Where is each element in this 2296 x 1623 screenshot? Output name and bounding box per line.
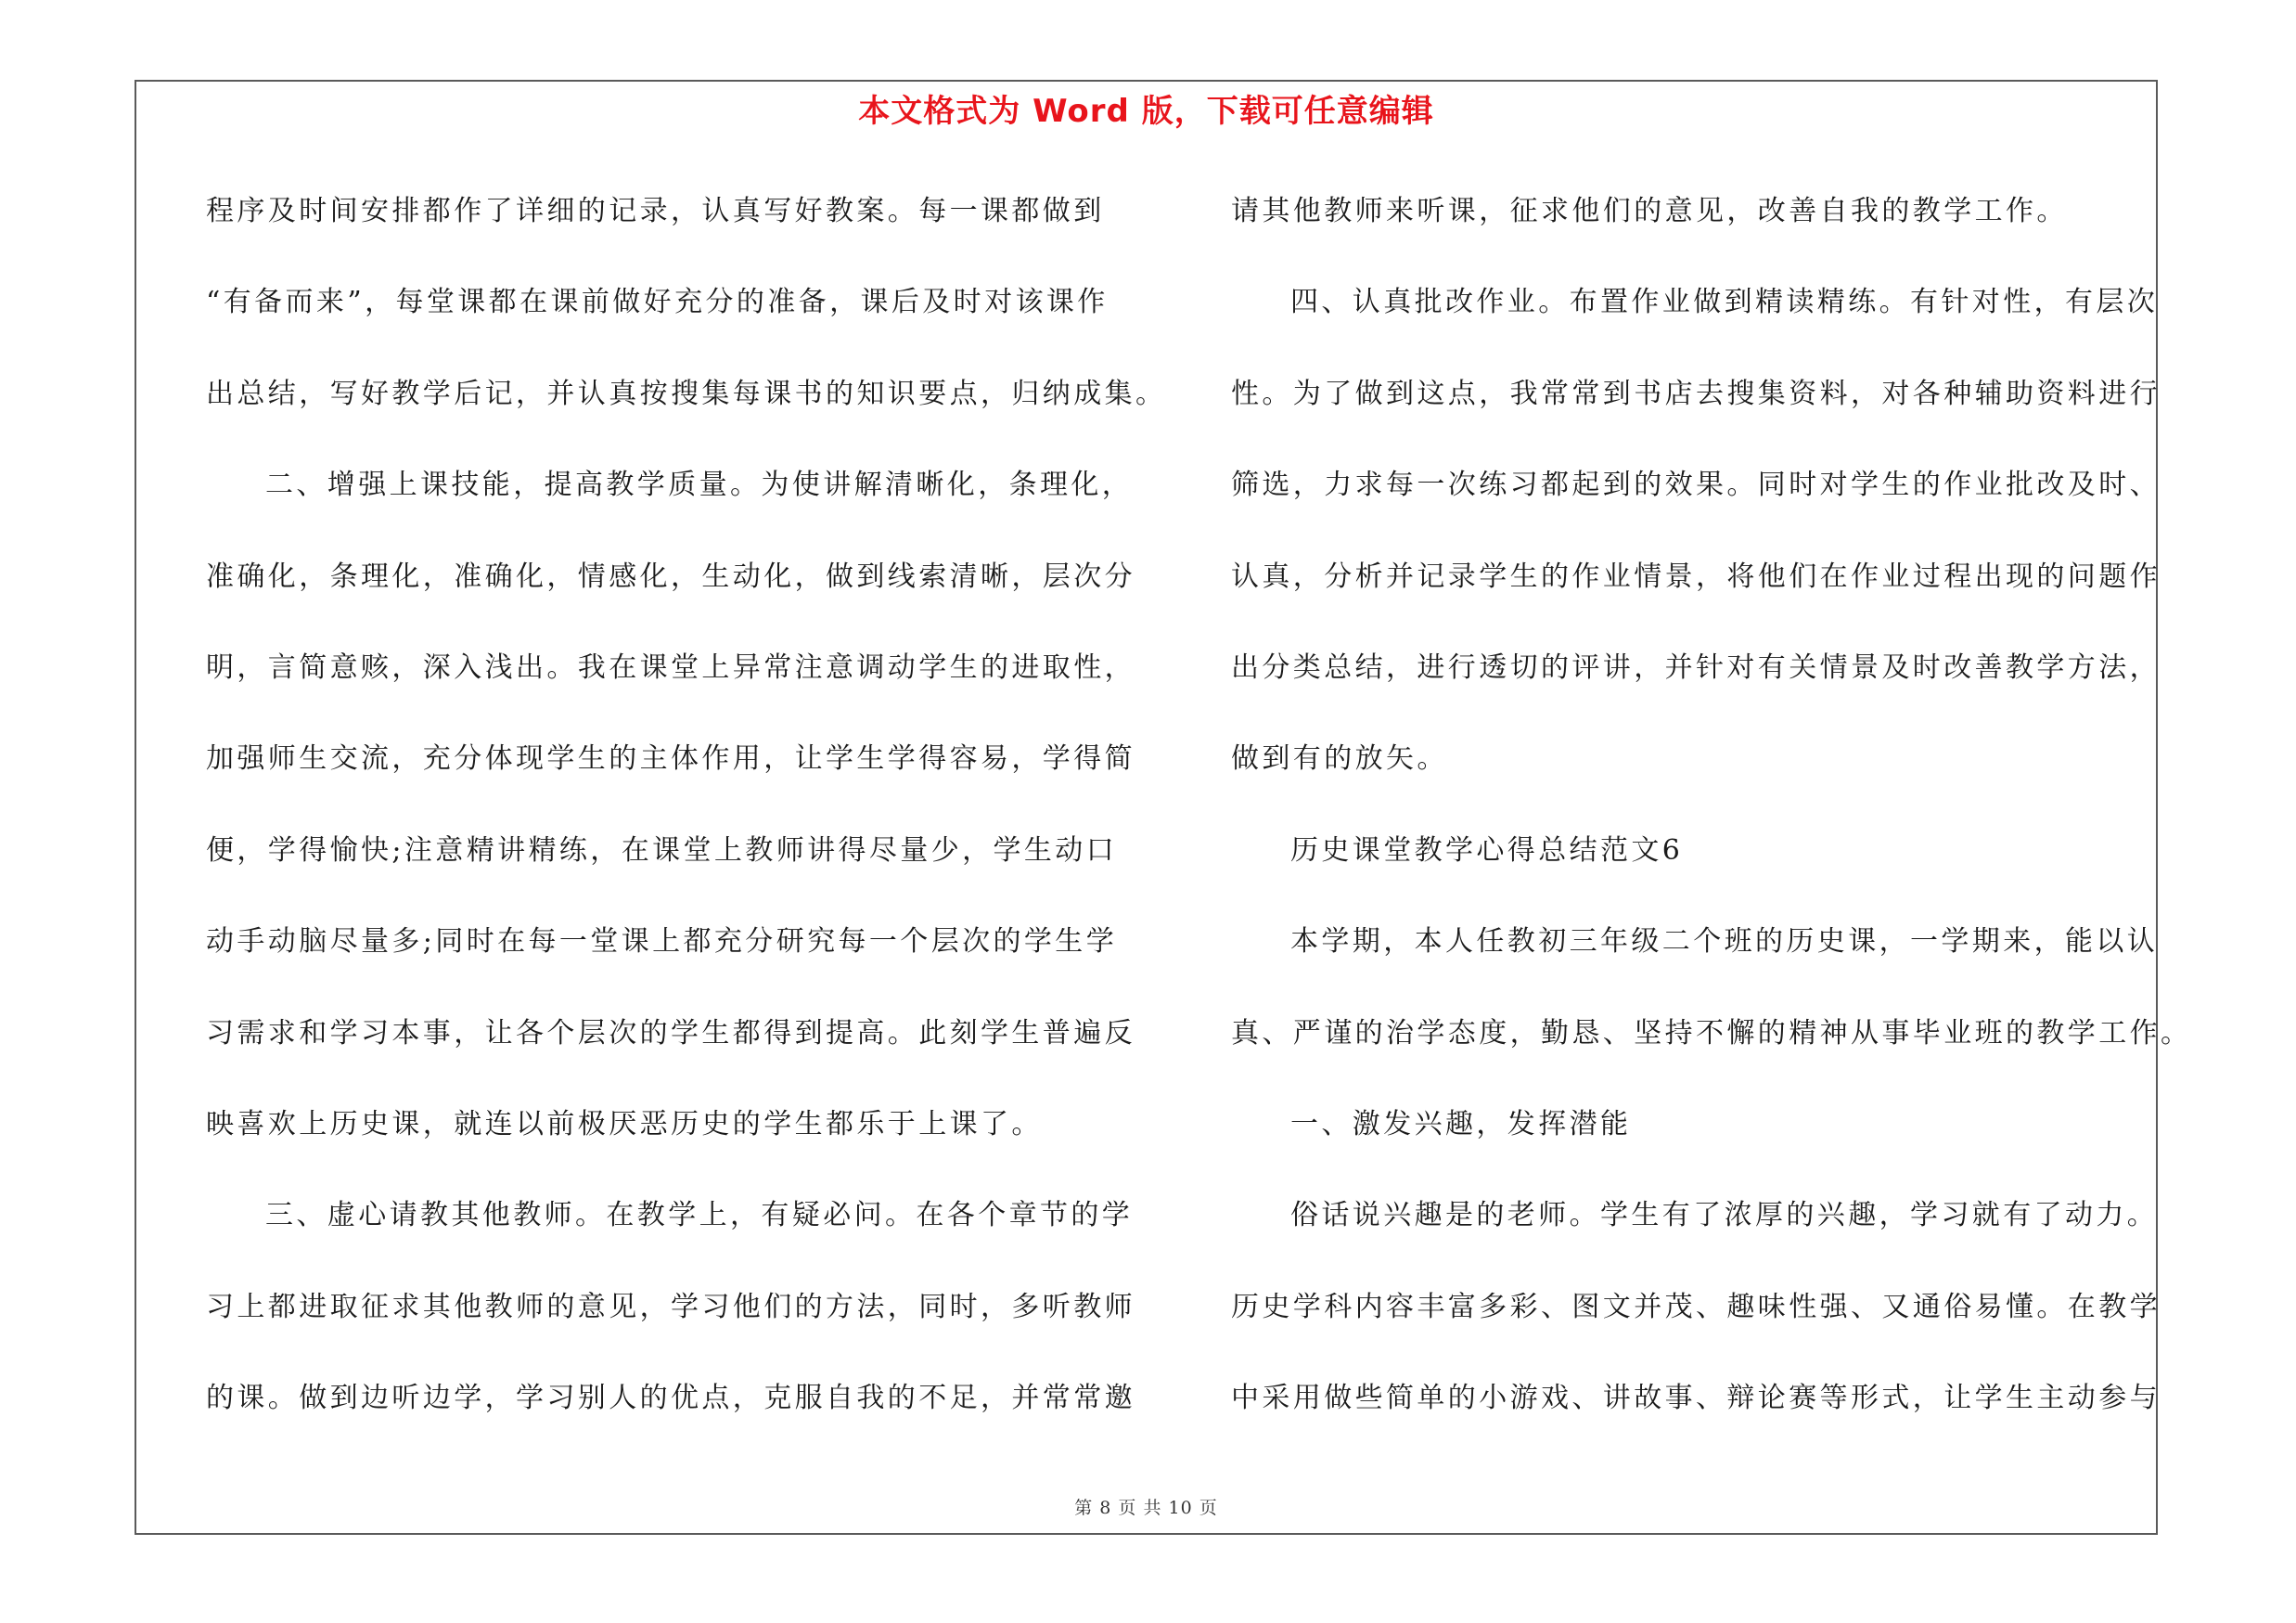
text-line: 俗话说兴趣是的老师。学生有了浓厚的兴趣，学习就有了动力。 <box>1290 1199 2159 1232</box>
text-line: 筛选，力求每一次练习都起到的效果。同时对学生的作业批改及时、 <box>1231 469 2161 502</box>
text-line: 历史学科内容丰富多彩、图文并茂、趣味性强、又通俗易懂。在教学 <box>1231 1290 2161 1323</box>
text-line: 真、严谨的治学态度，勤恳、坚持不懈的精神从事毕业班的教学工作。 <box>1231 1016 2192 1050</box>
text-line: 三、虚心请教其他教师。在教学上，有疑必问。在各个章节的学 <box>265 1199 1134 1232</box>
text-line: 四、认真批改作业。布置作业做到精读精练。有针对性，有层次 <box>1290 286 2159 319</box>
subsection-heading: 一、激发兴趣，发挥潜能 <box>1290 1107 1632 1140</box>
text-line: 动手动脑尽量多;同时在每一堂课上都充分研究每一个层次的学生学 <box>206 925 1118 959</box>
page-number: 第 8 页 共 10 页 <box>1074 1498 1218 1518</box>
text-line: 准确化，条理化，准确化，情感化，生动化，做到线索清晰，层次分 <box>206 560 1135 593</box>
text-line: 习需求和学习本事，让各个层次的学生都得到提高。此刻学生普遍反 <box>206 1016 1135 1050</box>
left-column <box>206 184 1167 1462</box>
header-banner: 本文格式为 Word 版，下载可任意编辑 <box>858 93 1434 130</box>
text-line: 出总结，写好教学后记，并认真按搜集每课书的知识要点，归纳成集。 <box>206 377 1167 410</box>
text-line: 本学期，本人任教初三年级二个班的历史课，一学期来，能以认 <box>1290 925 2159 959</box>
text-line: 便，学得愉快;注意精讲精练，在课堂上教师讲得尽量少，学生动口 <box>206 833 1118 867</box>
text-line: 认真，分析并记录学生的作业情景，将他们在作业过程出现的问题作 <box>1231 560 2161 593</box>
text-line: 做到有的放矢。 <box>1231 742 1448 776</box>
right-column <box>1231 184 2192 1462</box>
text-line: 请其他教师来听课，征求他们的意见，改善自我的教学工作。 <box>1231 195 2068 227</box>
text-line: 明，言简意赅，深入浅出。我在课堂上异常注意调动学生的进取性， <box>206 650 1135 684</box>
text-line: 加强师生交流，充分体现学生的主体作用，让学生学得容易，学得简 <box>206 742 1135 776</box>
text-line: 的课。做到边听边学，学习别人的优点，克服自我的不足，并常常邀 <box>206 1382 1135 1415</box>
text-line: 映喜欢上历史课，就连以前极厌恶历史的学生都乐于上课了。 <box>206 1107 1043 1140</box>
text-line: 程序及时间安排都作了详细的记录，认真写好教案。每一课都做到 <box>206 195 1105 227</box>
text-line: 出分类总结，进行透切的评讲，并针对有关情景及时改善教学方法， <box>1231 650 2161 684</box>
text-line: 性。为了做到这点，我常常到书店去搜集资料，对各种辅助资料进行 <box>1231 377 2161 410</box>
text-line: 中采用做些简单的小游戏、讲故事、辩论赛等形式，让学生主动参与 <box>1231 1382 2161 1415</box>
text-line: 二、增强上课技能，提高教学质量。为使讲解清晰化，条理化， <box>265 469 1134 502</box>
section-heading: 历史课堂教学心得总结范文6 <box>1290 833 1684 867</box>
text-line: “有备而来”，每堂课都在课前做好充分的准备，课后及时对该课作 <box>206 286 1109 319</box>
text-line: 习上都进取征求其他教师的意见，学习他们的方法，同时，多听教师 <box>206 1290 1135 1323</box>
